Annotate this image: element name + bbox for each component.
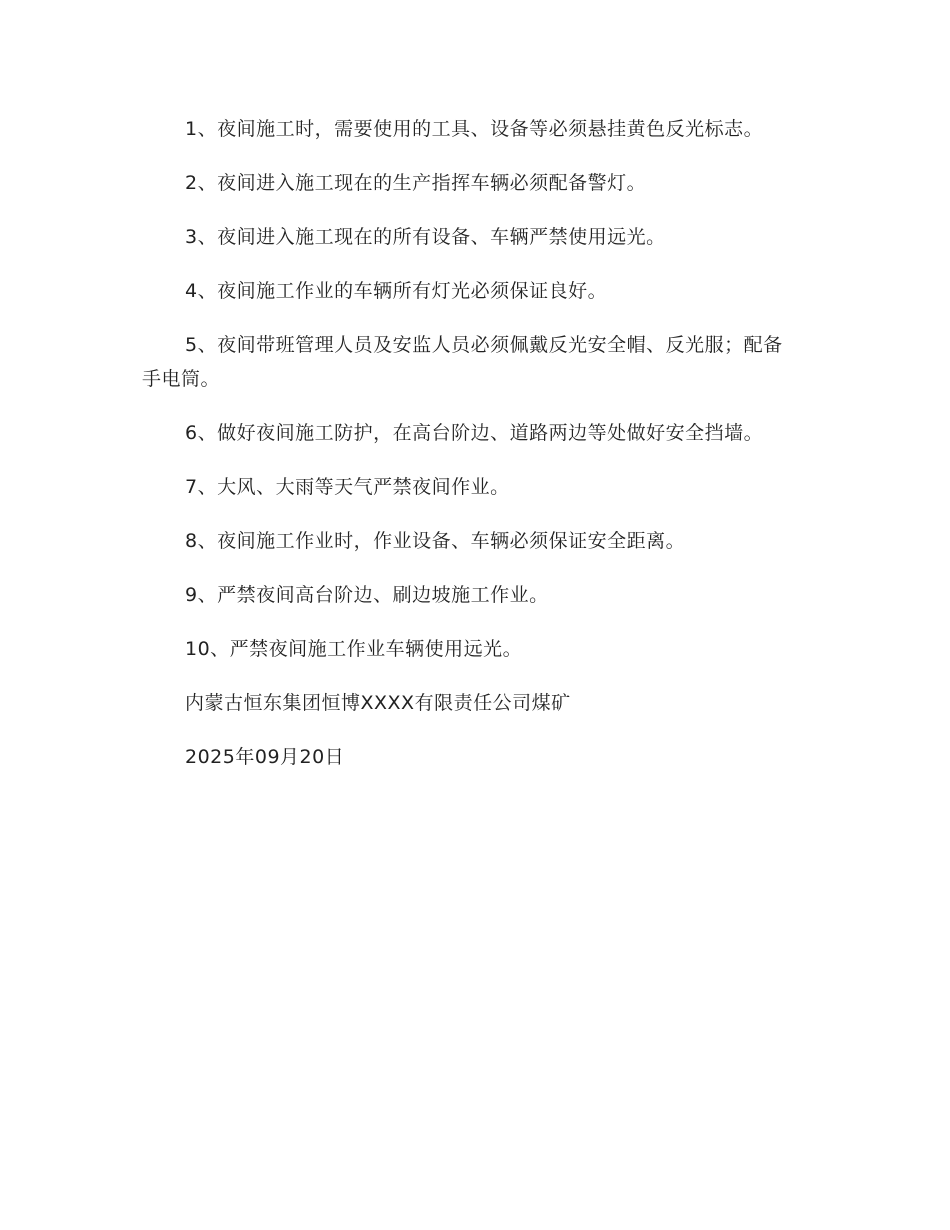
rule-item-6: 6、做好夜间施工防护，在高台阶边、道路两边等处做好安全挡墙。: [185, 422, 764, 444]
rule-item-9: 9、严禁夜间高台阶边、刷边坡施工作业。: [185, 584, 549, 606]
rule-item-8: 8、夜间施工作业时，作业设备、车辆必须保证安全距离。: [185, 530, 686, 552]
rule-item-3: 3、夜间进入施工现在的所有设备、车辆严禁使用远光。: [185, 226, 666, 248]
rule-item-10: 10、严禁夜间施工作业车辆使用远光。: [185, 638, 523, 660]
company-signature: 内蒙古恒东集团恒博XXXX有限责任公司煤矿: [185, 692, 571, 714]
rule-item-2: 2、夜间进入施工现在的生产指挥车辆必须配备警灯。: [185, 172, 647, 194]
document-body: [142, 112, 792, 794]
rule-item-4: 4、夜间施工作业的车辆所有灯光必须保证良好。: [185, 280, 608, 302]
rule-item-7: 7、大风、大雨等天气严禁夜间作业。: [185, 476, 510, 498]
rule-item-5: 5、夜间带班管理人员及安监人员必须佩戴反光安全帽、反光服；配备手电筒。: [142, 334, 783, 390]
document-date: 2025年09月20日: [185, 746, 345, 768]
rule-item-1: 1、夜间施工时，需要使用的工具、设备等必须悬挂黄色反光标志。: [185, 118, 764, 140]
